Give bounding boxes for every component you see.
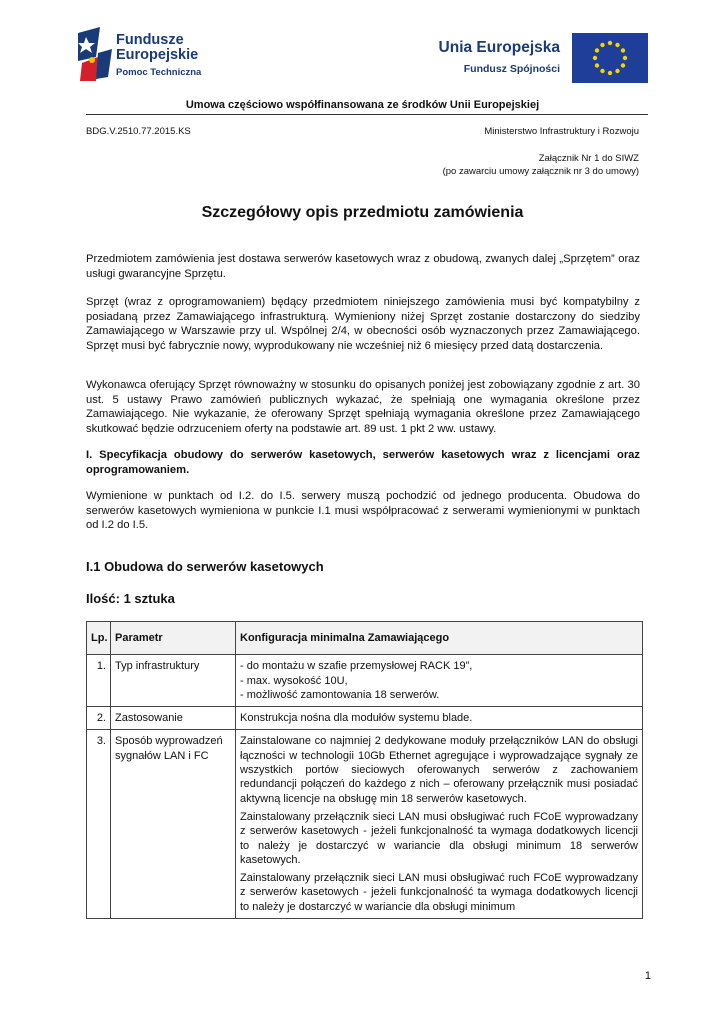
row-lp: 2.	[87, 707, 111, 730]
header-divider	[86, 114, 648, 115]
ministry-name: Ministerstwo Infrastruktury i Rozwoju	[484, 126, 639, 137]
row-config	[236, 707, 643, 730]
section-i-heading: I. Specyfikacja obudowy do serwerów kasetowych, serwerów kasetowych wraz z licencjami oraz oprogramowaniem.	[86, 449, 640, 476]
row-param: Zastosowanie	[111, 707, 236, 730]
table-row	[87, 707, 643, 730]
config-block: Zainstalowane co najmniej 2 dedykowane moduły przełączników LAN do obsługi łączności w technologii 10Gb Ethernet agregujące i wyprowadzające sygnały ze wszystkich portów sieciowych oferowanych serwerów z zachowaniem redundancji połączeń do każdego z nich – oferowany przełącznik musi posiadać aktywną licencje na obsługę min 18 serwerów kasetowych.	[240, 735, 638, 805]
row-param: Sposób wyprowadzeń sygnałów LAN i FC	[111, 730, 236, 919]
header-param: Parametr	[111, 622, 236, 655]
ue-logo-line1: Unia Europejska	[438, 39, 560, 56]
paragraph-equipment: Sprzęt (wraz z oprogramowaniem) będący przedmiotem niniejszego zamówienia musi być kompatybilny z posiadaną przez Zamawiającego infrastrukturą. Wymieniony niżej Sprzęt zostanie dostarczony do siedziby Zamawiającego w Warszawie przy ul. Wspólnej 2/4, w obecności osób wyznaczonych przez Zamawiającego. Sprzęt musi być fabrycznie nowy, wyprodukowany nie wcześniej niż 6 miesięcy przed datą dostarczenia.	[86, 296, 640, 352]
reference-number: BDG.V.2510.77.2015.KS	[86, 126, 191, 137]
fe-logo-line3: Pomoc Techniczna	[116, 67, 202, 78]
paragraph-equivalent: Wykonawca oferujący Sprzęt równoważny w stosunku do opisanych poniżej jest zobowiązany zgodnie z art. 30 ust. 5 ustawy Prawo zamówień publicznych wykazać, że spełniają one wymagania określone przez Zamawiającego. Nie wykazanie, że oferowany Sprzęt spełniają wymagania określone przez Zamawiającego skutkować będzie odrzuceniem oferty na podstawie art. 89 ust. 1 pkt 2 ww. ustawy.	[86, 379, 640, 435]
config-block: Zainstalowany przełącznik sieci LAN musi obsługiwać ruch FCoE wyprowadzany z serwerów kasetowych - jeżeli funkcjonalność ta wymaga dodatkowych licencji to należy je dostarczyć w wariancie dla obsługi minimum	[240, 872, 638, 913]
header-config: Konfiguracja minimalna Zamawiającego	[236, 622, 643, 655]
row-lp: 3.	[87, 730, 111, 919]
attachment-line2: (po zawarciu umowy załącznik nr 3 do umowy)	[442, 166, 639, 177]
unia-europejska-logo	[426, 33, 648, 85]
section-heading: I.1 Obudowa do serwerów kasetowych	[86, 559, 324, 574]
config-block: Zainstalowany przełącznik sieci LAN musi obsługiwać ruch FCoE wyprowadzany z serwerów kasetowych - jeżeli funkcjonalność ta wymaga dodatkowych licencji to należy je dostarczyć w wariancie dla obsługi minimum 18 serwerów kasetowych.	[240, 810, 638, 866]
paragraph-producer: Wymienione w punktach od I.2. do I.5. serwery muszą pochodzić od jednego producenta. Obudowa do serwerów kasetowych wymieniona w punkcie I.1 musi współpracować z serwerami wymienionymi w punktach od I.2 do I.5.	[86, 490, 640, 532]
row-lp: 1.	[87, 655, 111, 707]
table-row	[87, 655, 643, 707]
fe-flag-icon	[78, 27, 112, 81]
table-header-row	[87, 622, 643, 655]
config-line: - możliwość zamontowania 18 serwerów.	[240, 688, 440, 701]
ue-logo-line2: Fundusz Spójności	[463, 63, 560, 75]
paragraph-intro: Przedmiotem zamówienia jest dostawa serwerów kasetowych wraz z obudową, zwanych dalej „Sprzętem” oraz usługi gwarancyjne Sprzętu.	[86, 253, 640, 280]
row-param: Typ infrastruktury	[111, 655, 236, 707]
table-row	[87, 730, 643, 919]
row-config	[236, 655, 643, 707]
config-line: - max. wysokość 10U,	[240, 674, 348, 687]
fundusze-europejskie-logo	[78, 27, 208, 83]
page-title: Szczegółowy opis przedmiotu zamówienia	[201, 204, 524, 221]
header-lp: Lp.	[87, 622, 111, 655]
fe-logo-line1: Fundusze	[116, 32, 184, 48]
quantity-label: Ilość: 1 sztuka	[86, 591, 175, 606]
row-config	[236, 730, 643, 919]
fe-logo-line2: Europejskie	[116, 47, 199, 63]
spec-table	[86, 621, 643, 919]
attachment-note	[443, 152, 639, 178]
config-line: - do montażu w szafie przemysłowej RACK 19”,	[240, 660, 473, 673]
cofinancing-note: Umowa częściowo współfinansowana ze środków Unii Europejskiej	[185, 99, 540, 111]
config-line: Konstrukcja nośna dla modułów systemu blade.	[240, 712, 473, 725]
page-number: 1	[644, 970, 651, 982]
attachment-line1: Załącznik Nr 1 do SIWZ	[538, 153, 639, 164]
eu-flag-icon	[572, 33, 648, 83]
